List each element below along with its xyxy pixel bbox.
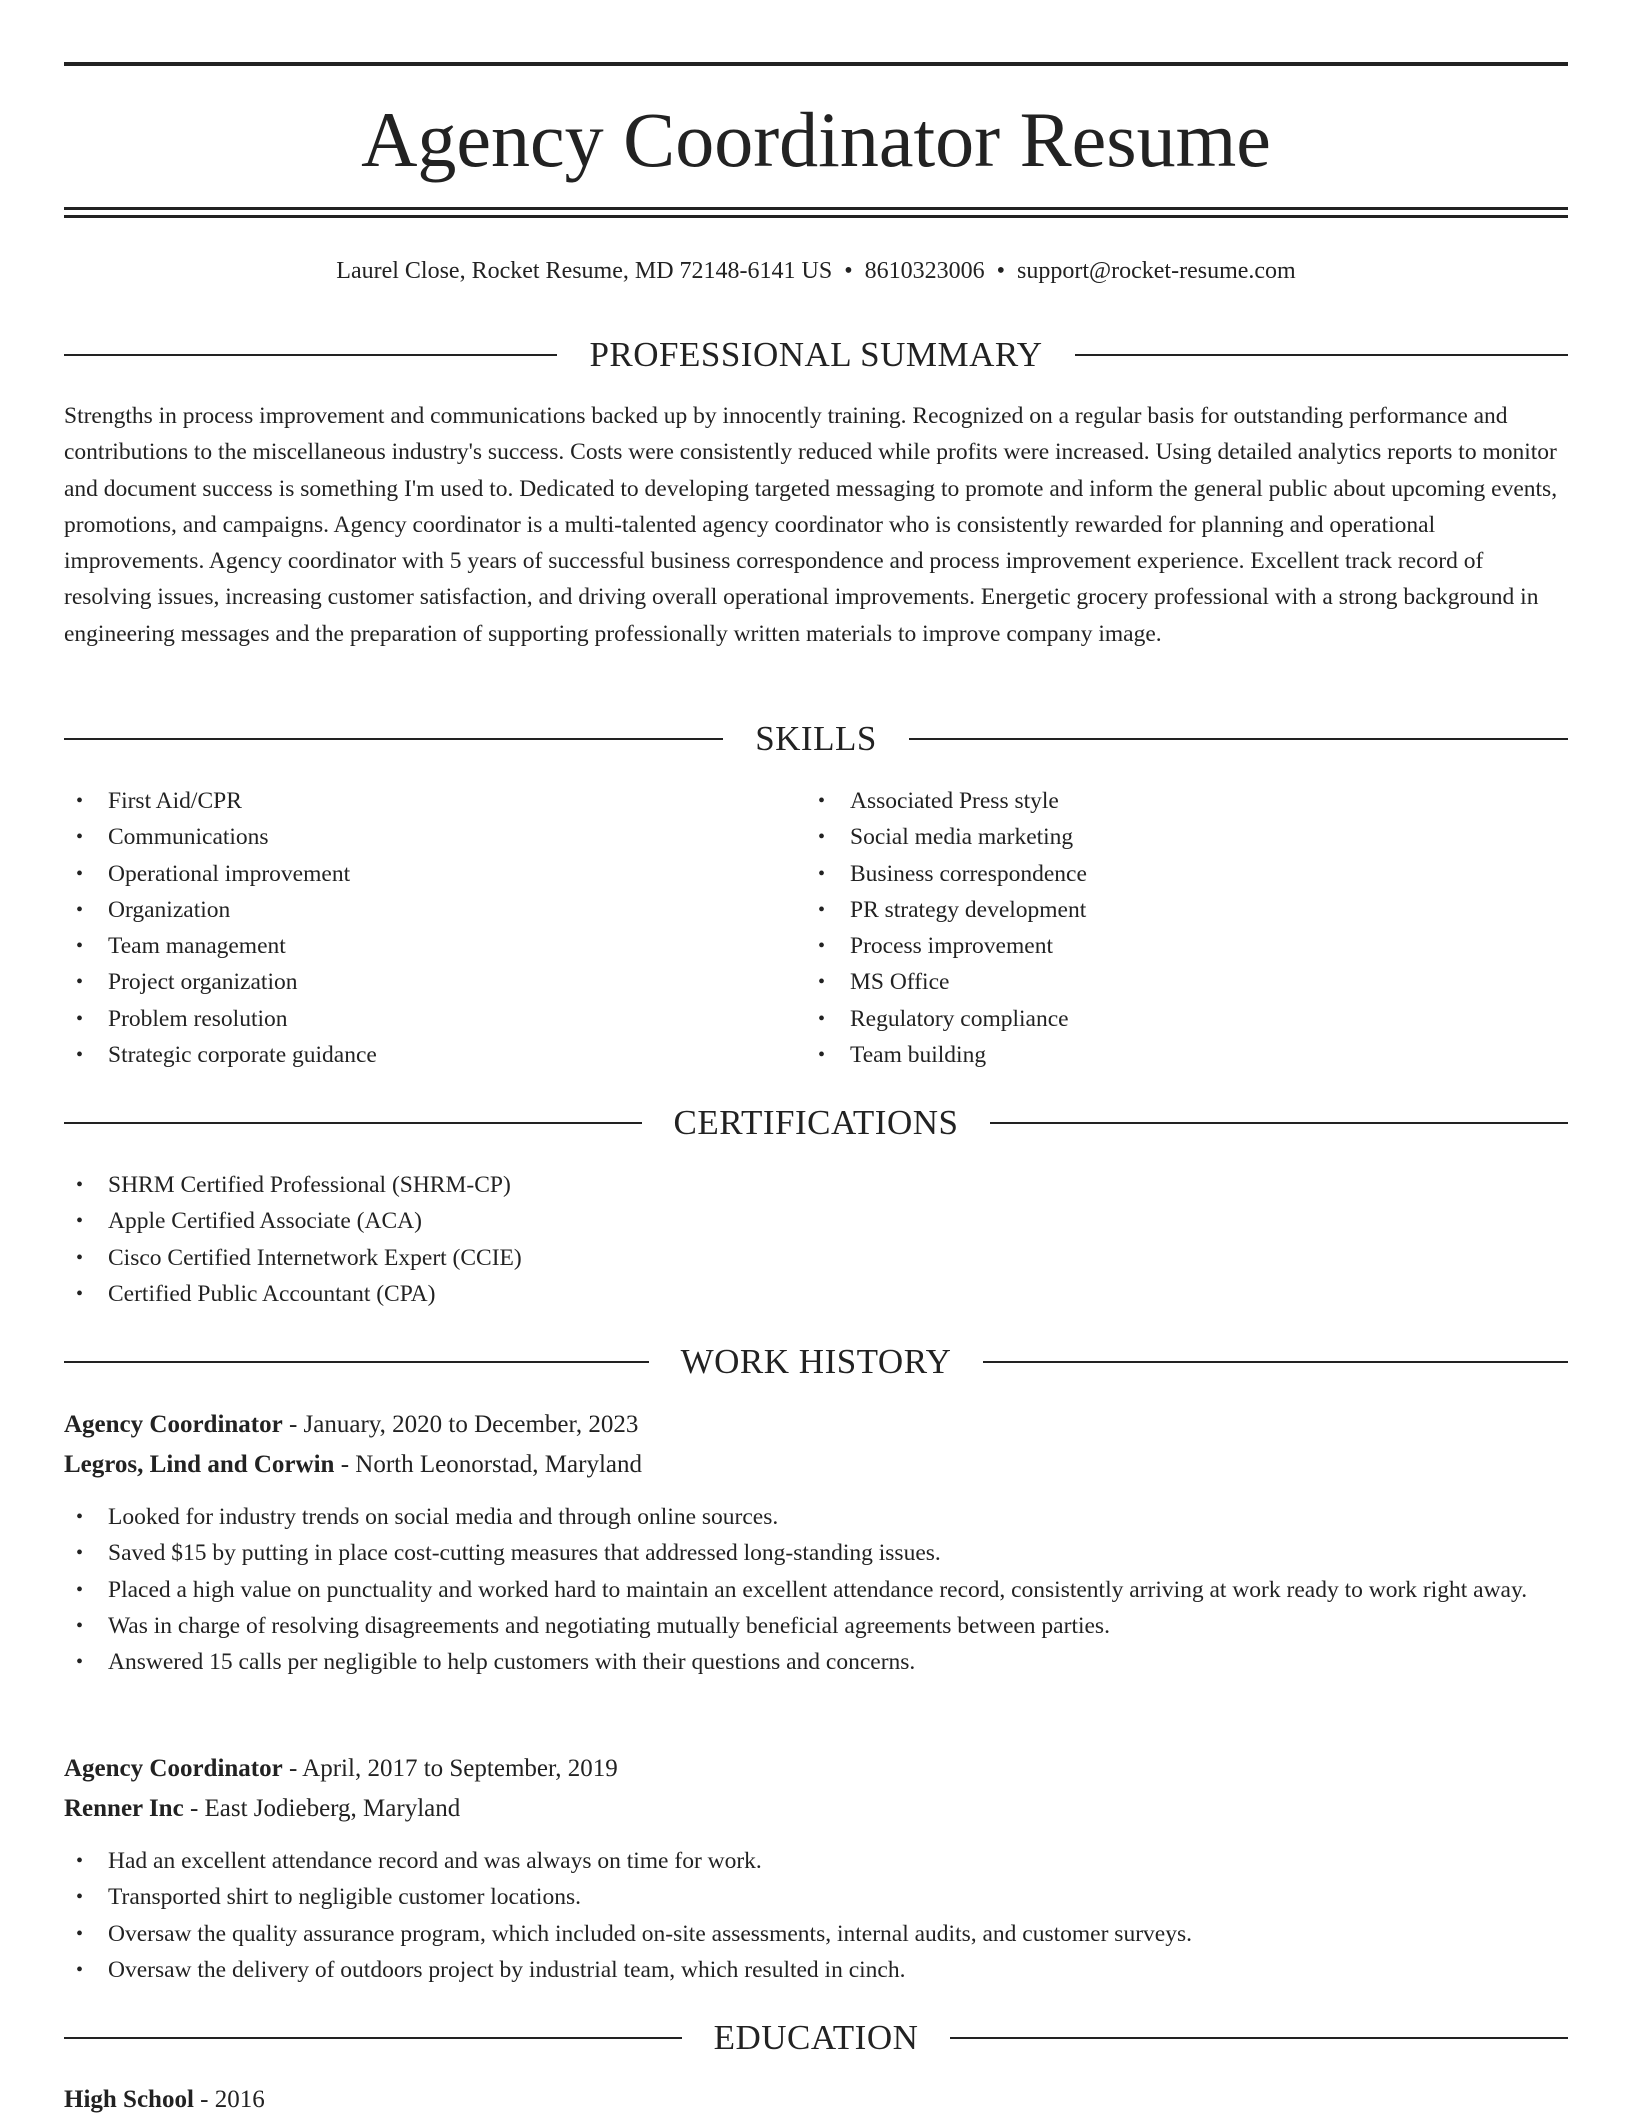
section-header-certifications: [64, 1101, 1568, 1145]
job-bullet: • Looked for industry trends on social media and through online sources.: [64, 1499, 1568, 1535]
job-company-line: [64, 1789, 1568, 1829]
job-bullets: [64, 1499, 1568, 1680]
skill-item: • Operational improvement: [64, 856, 804, 892]
skills-list-right: [806, 783, 1568, 1073]
section-header-work: [64, 1340, 1568, 1384]
certification-item: • Apple Certified Associate (ACA): [64, 1203, 1568, 1239]
job-bullet: • Placed a high value on punctuality and worked hard to maintain an excellent attendance record, consistently arriving at work ready to work right away.: [64, 1572, 1568, 1608]
skill-item: • Project organization: [64, 964, 804, 1000]
job-bullet: • Was in charge of resolving disagreements and negotiating mutually beneficial agreements between parties.: [64, 1608, 1568, 1644]
section-title-certifications: CERTIFICATIONS: [673, 1103, 959, 1142]
job-dates: - April, 2017 to September, 2019: [282, 1755, 618, 1782]
contact-address: Laurel Close, Rocket Resume, MD 72148-6141 US: [336, 258, 833, 284]
job-title-line: [64, 1749, 1568, 1789]
job-bullets: [64, 1843, 1568, 1988]
skill-item: • Team building: [806, 1037, 1568, 1073]
contact-email: support@rocket-resume.com: [1017, 258, 1296, 284]
skill-item: • Team management: [64, 928, 804, 964]
job-bullet: • Saved $15 by putting in place cost-cutting measures that addressed long-standing issues.: [64, 1535, 1568, 1571]
skill-item: • Social media marketing: [806, 819, 1568, 855]
section-rule-right: [909, 738, 1568, 740]
section-rule-left: [64, 1361, 649, 1363]
job-bullet: • Oversaw the delivery of outdoors project by industrial team, which resulted in cinch.: [64, 1952, 1568, 1988]
certification-item: • Certified Public Accountant (CPA): [64, 1276, 1568, 1312]
contact-phone: 8610323006: [864, 258, 985, 284]
section-rule-left: [64, 2037, 682, 2039]
job-title-line: [64, 1405, 1568, 1445]
skill-item: • Associated Press style: [806, 783, 1568, 819]
job-company: Renner Inc: [64, 1795, 184, 1822]
section-rule-left: [64, 1122, 642, 1124]
job-location: - East Jodieberg, Maryland: [183, 1795, 461, 1822]
top-rule: [64, 62, 1568, 66]
section-rule-right: [1075, 354, 1568, 356]
contact-separator: •: [996, 258, 1006, 284]
skill-item: • Problem resolution: [64, 1001, 804, 1037]
skill-item: • Organization: [64, 892, 804, 928]
certification-item: • Cisco Certified Internetwork Expert (CCIE): [64, 1240, 1568, 1276]
skill-item: • Regulatory compliance: [806, 1001, 1568, 1037]
certification-item: • SHRM Certified Professional (SHRM-CP): [64, 1167, 1568, 1203]
skills-list-left: [64, 783, 804, 1073]
job-bullet: • Oversaw the quality assurance program, which included on-site assessments, internal audits, and customer surveys.: [64, 1916, 1568, 1952]
title-rule-upper: [64, 207, 1568, 210]
title-rule-lower: [64, 215, 1568, 218]
skill-item: • Communications: [64, 819, 804, 855]
summary-paragraph: Strengths in process improvement and communications backed up by innocently training. Recognized on a regular basis for outstanding performance and contributions to the miscellaneous industry's success. Costs were consistently reduced while profits were increased. Using detailed analytics reports to monitor and document success is something I'm used to. Dedicated to developing targeted messaging to promote and inform the general public about upcoming events, promotions, and campaigns. Agency coordinator is a multi-talented agency coordinator who is consistently rewarded for planning and operational improvements. Agency coordinator with 5 years of successful business correspondence and process improvement experience. Excellent track record of resolving issues, increasing customer satisfaction, and driving overall operational improvements. Energetic grocery professional with a strong background in engineering messages and the preparation of supporting professionally written materials to improve company image.: [64, 403, 1558, 647]
section-rule-right: [950, 2037, 1568, 2039]
section-rule-right: [983, 1361, 1568, 1363]
education-line: [64, 2080, 1568, 2120]
job-dates: - January, 2020 to December, 2023: [282, 1411, 639, 1438]
resume-title: Agency Coordinator Resume: [361, 96, 1271, 183]
job-title: Agency Coordinator: [64, 1755, 283, 1782]
job-bullet: • Transported shirt to negligible customer locations.: [64, 1879, 1568, 1915]
job-company: Legros, Lind and Corwin: [64, 1451, 335, 1478]
skill-item: • First Aid/CPR: [64, 783, 804, 819]
section-rule-right: [990, 1122, 1568, 1124]
section-title-education: EDUCATION: [713, 2018, 919, 2057]
job-bullet: • Had an excellent attendance record and was always on time for work.: [64, 1843, 1568, 1879]
skill-item: • PR strategy development: [806, 892, 1568, 928]
job-company-line: [64, 1445, 1568, 1485]
section-title-work: WORK HISTORY: [680, 1342, 952, 1381]
job-bullet: • Answered 15 calls per negligible to help customers with their questions and concerns.: [64, 1644, 1568, 1680]
skill-item: • Business correspondence: [806, 856, 1568, 892]
section-title-summary: PROFESSIONAL SUMMARY: [589, 335, 1043, 374]
skill-item: • MS Office: [806, 964, 1568, 1000]
job-location: - North Leonorstad, Maryland: [334, 1451, 642, 1478]
section-title-skills: SKILLS: [755, 719, 877, 758]
education-year: - 2016: [193, 2086, 265, 2113]
job-title: Agency Coordinator: [64, 1411, 283, 1438]
section-rule-left: [64, 354, 557, 356]
skill-item: • Process improvement: [806, 928, 1568, 964]
certifications-list: [64, 1167, 1568, 1312]
section-header-education: [64, 2016, 1568, 2060]
skill-item: • Strategic corporate guidance: [64, 1037, 804, 1073]
contact-line: [64, 253, 1568, 289]
section-rule-left: [64, 738, 723, 740]
education-school: High School: [64, 2086, 194, 2113]
contact-separator: •: [844, 258, 853, 284]
section-header-summary: [64, 333, 1568, 377]
section-header-skills: [64, 717, 1568, 761]
